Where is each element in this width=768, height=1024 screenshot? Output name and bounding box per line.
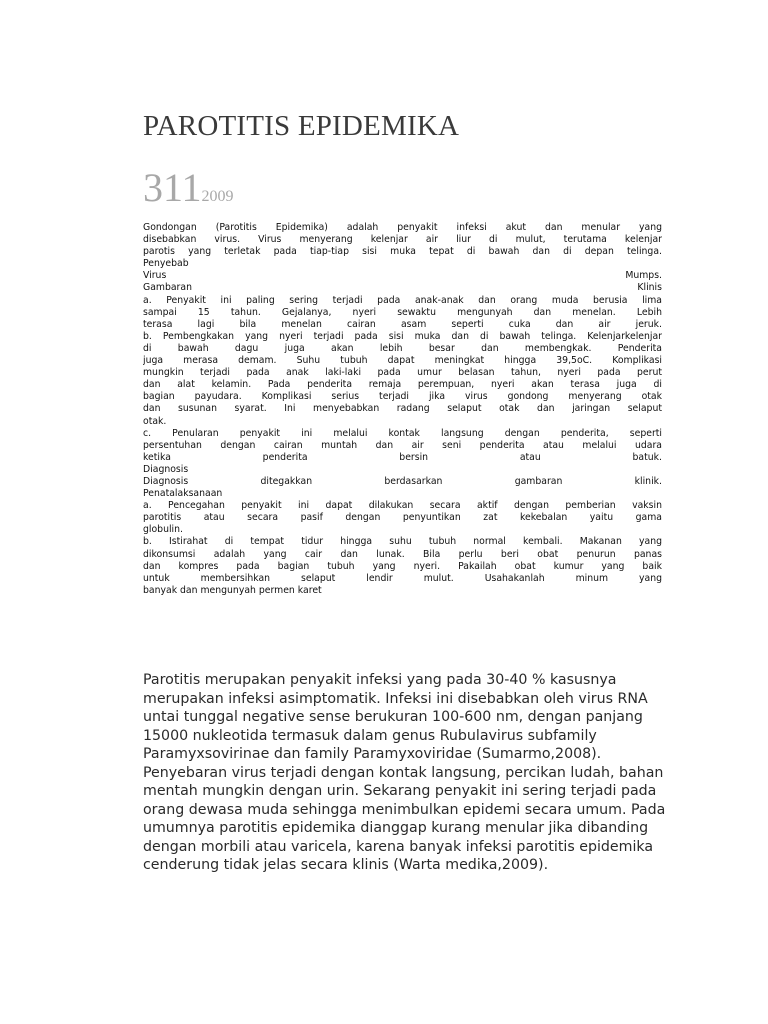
- paragraph-line: Parotitis merupakan penyakit infeksi yang pada 30-40 % kasusnya: [143, 672, 617, 688]
- article-line: persentuhan dengan cairan muntah dan air seni penderita atau melalui udara: [143, 439, 662, 451]
- paragraph-line: untai tunggal negative sense berukuran 100-600 nm, dengan panjang: [143, 709, 643, 725]
- article-line: Gondongan (Parotitis Epidemika) adalah penyakit infeksi akut dan menular yang: [143, 222, 662, 233]
- paragraph-line: mentah mungkin dengan urin. Sekarang penyakit ini sering terjadi pada: [143, 783, 657, 799]
- paragraph-line: Penyebaran virus terjadi dengan kontak langsung, percikan ludah, bahan: [143, 764, 664, 781]
- article-line: terasa lagi bila menelan cairan asam seperti cuka dan air jeruk.: [143, 318, 662, 330]
- article-line: juga merasa demam. Suhu tubuh dapat meningkat hingga 39,5oC. Komplikasi: [143, 355, 662, 367]
- article-line: parotis yang terletak pada tiap-tiap sisi muka tepat di bawah dan di depan telinga.: [143, 246, 662, 258]
- article-line: dan alat kelamin. Pada penderita remaja perempuan, nyeri akan terasa juga di: [143, 379, 662, 391]
- article-line: a. Pencegahan penyakit ini dapat dilakukan secara aktif dengan pemberian vaksin: [143, 500, 662, 512]
- post-date: [143, 164, 234, 211]
- article-line: bagian payudara. Komplikasi serius terjadi jika virus gondong menyerang otak: [143, 391, 662, 403]
- article-line: disebabkan virus. Virus menyerang kelenjar air liur di mulut, terutama kelenjar: [143, 234, 662, 246]
- section-heading: Diagnosis: [143, 463, 189, 475]
- paragraph-line: dengan morbili atau varicela, karena banyak infeksi parotitis epidemika: [143, 838, 654, 855]
- article-line: Gambaran Klinis: [143, 282, 662, 294]
- paragraph-line: 15000 nukleotida termasuk dalam genus Rubulavirus subfamily: [143, 727, 597, 744]
- paragraph-line: orang dewasa muda sehingga menimbulkan epidemi secara umum. Pada: [143, 801, 666, 818]
- post-date-day: 311: [143, 165, 202, 210]
- article-line: Diagnosis ditegakkan berdasarkan gambaran klinik.: [143, 475, 662, 487]
- article-line: di bawah dagu juga akan lebih besar dan membengkak. Penderita: [143, 342, 662, 354]
- page-title: PAROTITIS EPIDEMIKA: [143, 110, 460, 142]
- post-date-year: 2009: [201, 188, 234, 205]
- article-body: [143, 222, 662, 597]
- paragraph-line: umumnya parotitis epidemika dianggap kurang menular jika dibanding: [143, 820, 649, 836]
- section-heading: Penatalaksanaan: [143, 488, 223, 500]
- article-line: mungkin terjadi pada anak laki-laki pada umur belasan tahun, nyeri pada perut: [143, 367, 662, 379]
- article-line: c. Penularan penyakit ini melalui kontak langsung dengan penderita, seperti: [143, 427, 662, 439]
- second-paragraph: [143, 671, 666, 875]
- article-line: parotitis atau secara pasif dengan penyuntikan zat kekebalan yaitu gama: [143, 512, 662, 524]
- article-line: globulin.: [143, 524, 183, 536]
- article-line: sampai 15 tahun. Gejalanya, nyeri sewaktu mengunyah dan menelan. Lebih: [143, 306, 662, 318]
- article-line: Virus Mumps.: [143, 270, 662, 282]
- paragraph-line: Paramyxsovirinae dan family Paramyxoviridae (Sumarmo,2008).: [143, 746, 602, 762]
- section-heading: Penyebab: [143, 258, 189, 270]
- paragraph-line: cenderung tidak jelas secara klinis (Warta medika,2009).: [143, 857, 549, 873]
- article-line: dikonsumsi adalah yang cair dan lunak. Bila perlu beri obat penurun panas: [143, 548, 662, 560]
- article-line: dan susunan syarat. Ini menyebabkan radang selaput otak dan jaringan selaput: [143, 403, 662, 415]
- article-line: b. Istirahat di tempat tidur hingga suhu tubuh normal kembali. Makanan yang: [143, 536, 662, 548]
- article-line: otak.: [143, 415, 167, 427]
- article-line: dan kompres pada bagian tubuh yang nyeri. Pakailah obat kumur yang baik: [143, 560, 662, 572]
- article-line: b. Pembengkakan yang nyeri terjadi pada sisi muka dan di bawah telinga. Kelenjarkelenjar: [143, 330, 662, 342]
- article-line: banyak dan mengunyah permen karet: [143, 584, 322, 596]
- paragraph-line: merupakan infeksi asimptomatik. Infeksi ini disebabkan oleh virus RNA: [143, 690, 648, 707]
- article-line: a. Penyakit ini paling sering terjadi pada anak-anak dan orang muda berusia lima: [143, 294, 662, 306]
- article-line: ketika penderita bersin atau batuk.: [143, 451, 662, 463]
- article-line: untuk membersihkan selaput lendir mulut. Usahakanlah minum yang: [143, 572, 662, 584]
